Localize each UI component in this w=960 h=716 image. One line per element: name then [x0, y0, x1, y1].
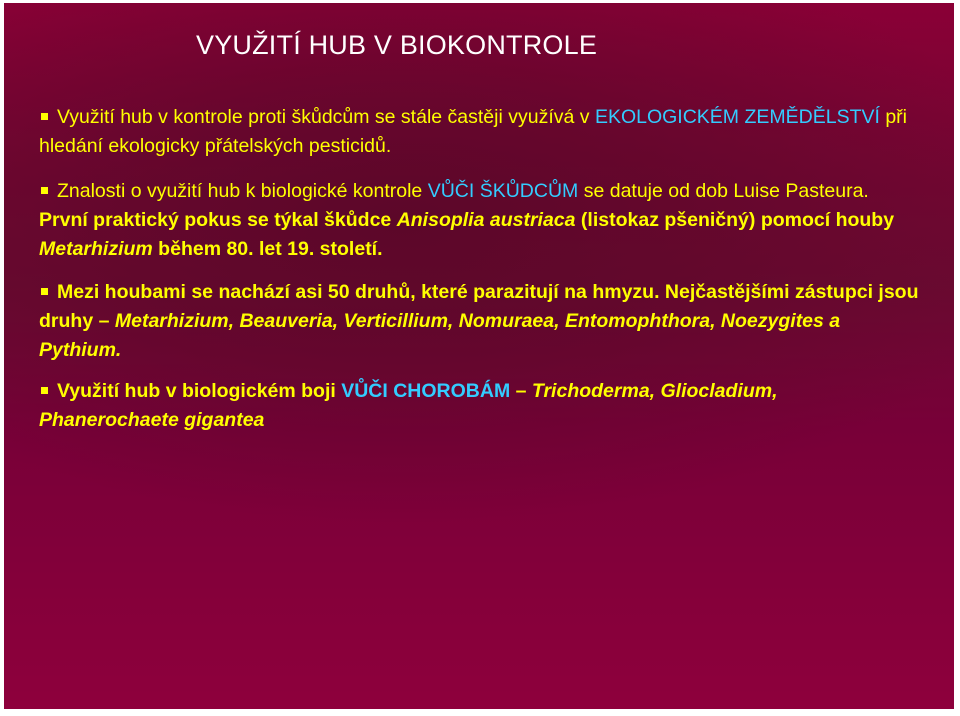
slide-content: [39, 103, 919, 451]
paragraph-against-pests: [39, 177, 919, 264]
species-name: Anisoplia austriaca: [396, 209, 576, 231]
highlight-against-diseases: VŮČI CHOROBÁM: [341, 380, 511, 402]
text-segment-bold: (listokaz pšeničný) pomocí houby: [575, 209, 895, 231]
highlight-ecological-agriculture: EKOLOGICKÉM ZEMĚDĚLSTVÍ: [594, 106, 880, 128]
square-bullet-icon: [41, 288, 48, 295]
species-list: Metarhizium, Beauveria, Verticillium, Nomuraea, Entomophthora, Noezygites a Pythium.: [39, 310, 841, 361]
paragraph-ecological-agriculture: [39, 103, 919, 161]
square-bullet-icon: [41, 387, 48, 394]
slide: [4, 3, 954, 709]
slide-title: VYUŽITÍ HUB V BIOKONTROLE: [196, 30, 598, 60]
text-segment: Znalosti o využití hub k biologické kontrole: [57, 180, 428, 202]
species-list: Trichoderma, Gliocladium, Phanerochaete gigantea: [39, 380, 778, 431]
paragraph-against-diseases: [39, 377, 919, 435]
text-segment-bold: –: [510, 380, 532, 402]
square-bullet-icon: [41, 113, 48, 120]
highlight-against-pests: VŮČI ŠKŮDCŮM: [427, 180, 579, 202]
text-segment: Využití hub v kontrole proti škůdcům se stále častěji využívá v: [57, 106, 595, 128]
species-name: Metarhizium: [39, 238, 153, 260]
text-segment: při hledání ekologicky přátelských pesticidů.: [39, 106, 908, 157]
text-segment-bold: První praktický pokus se týkal škůdce: [39, 209, 397, 231]
paragraph-insect-parasites: [39, 278, 919, 365]
square-bullet-icon: [41, 187, 48, 194]
text-segment: se datuje od dob Luise Pasteura.: [578, 180, 869, 202]
text-segment-bold: Využití hub v biologickém boji: [57, 380, 342, 402]
text-segment-bold: Mezi houbami se nachází asi 50 druhů, které parazitují na hmyzu. Nejčastějšími zástupci jsou druhy –: [39, 281, 919, 332]
text-segment-bold: během 80. let 19. století.: [152, 238, 383, 260]
